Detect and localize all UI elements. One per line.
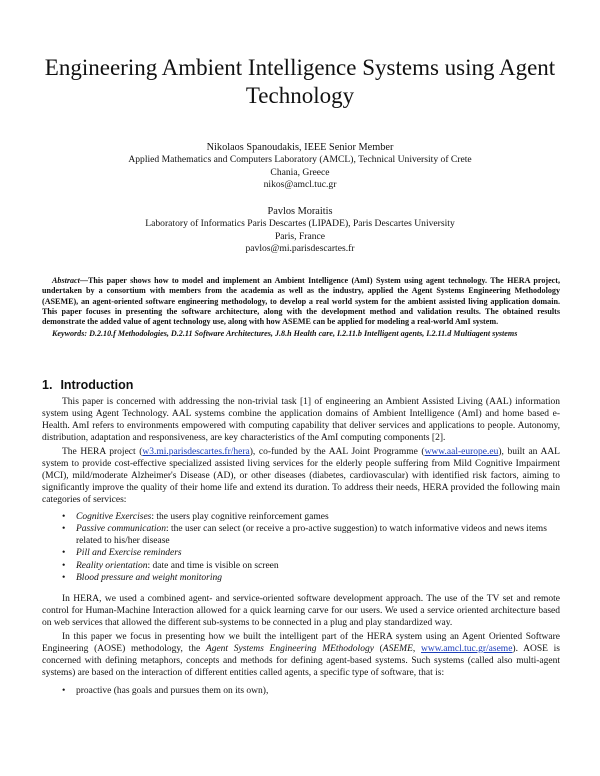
list-item (62, 524, 560, 548)
list-item-term: Blood pressure and weight monitoring (76, 572, 223, 583)
abstract-label: Abstract (52, 276, 80, 285)
keywords-text: D.2.10.f Methodologies, D.2.11 Software Architectures, J.8.h Health care, I.2.11.b Intelligent agents, I.2.11.d Multiagent systems (87, 329, 518, 338)
bullet-icon: • (62, 572, 66, 583)
intro-paragraph-4 (42, 632, 560, 680)
text-run: ), co-funded by the AAL Joint Programme ( (249, 447, 425, 457)
list-item (62, 548, 560, 560)
bullet-icon: • (62, 524, 66, 535)
intro-paragraph-2 (42, 447, 560, 507)
author-name: Pavlos Moraitis (267, 206, 333, 217)
bullet-icon: • (62, 686, 66, 696)
section-number: 1. (42, 378, 53, 392)
text-run: ), built an AAL system to provide cost-effective specialized assisted living services for the elderly people suffering from Mild Cognitive Impairment (MCI), mild/moderate Alzheimer's Disease (AD), or other diseases (diabetes, cardiovascular) with identified risk factors, aiming to significantly improve the quality of their home life and extend its duration. To address their needs, HERA provided the following main categories of services: (42, 447, 560, 505)
services-list (62, 512, 560, 585)
text-run-italic: Agent Systems Engineering MEthodology (205, 643, 374, 654)
author-affiliation: Laboratory of Informatics Paris Descartes (LIPADE), Paris Descartes University (145, 218, 455, 229)
author-email: nikos@amcl.tuc.gr (263, 179, 337, 191)
text-run: ( (373, 643, 383, 654)
intro-paragraph-1: This paper is concerned with addressing the non-trivial task [1] of engineering an Ambient Assisted Living (AAL) information system using Agent Technology. AAL systems combine the application domains of Ambient Intelligence (AmI) and home based e-Health. AmI refers to environments empowered with computing capability that deliver services and applications to people. Autonomy, distribution, adaptation and responsiveness, are key characteristics of the AmI computing components [2]. (42, 397, 560, 443)
text-run: The HERA project ( (62, 447, 143, 457)
list-item-text: proactive (has goals and pursues them on its own), (76, 686, 269, 696)
list-item-text: : date and time is visible on screen (147, 560, 279, 571)
author-block-1 (60, 141, 540, 192)
author-location: Chania, Greece (270, 166, 330, 178)
list-item-term: Reality orientation (76, 560, 148, 571)
text-run: In this paper we focus in presenting how we built the intelligent part of the HERA system using an Agent Oriented Software Engineering (AOSE) methodology, the (42, 632, 560, 654)
list-item (62, 573, 560, 585)
text-run: , (412, 643, 421, 654)
list-item-term: Pill and Exercise reminders (76, 548, 182, 559)
keywords (42, 329, 560, 339)
bullet-icon: • (62, 512, 66, 522)
agent-properties-list (62, 686, 560, 698)
keywords-label: Keywords: (52, 329, 88, 338)
author-affiliation: Applied Mathematics and Computers Laboratory (AMCL), Technical University of Crete (128, 154, 472, 165)
intro-paragraph-3: In HERA, we used a combined agent- and service-oriented software development approach. The use of the TV set and remote control for Human-Machine Interaction allowed for a quick learning carve for our users. We used a service oriented architecture based on web services that allowed the different sub-systems to be connected in a plug and play standardized way. (42, 594, 560, 628)
list-item (62, 512, 560, 524)
bullet-icon: • (62, 560, 66, 571)
section-heading (42, 378, 133, 392)
list-item (62, 686, 560, 698)
abstract-text: —This paper shows how to model and implement an Ambient Intelligence (AmI) System using agent technology. The HERA project, undertaken by a consortium with members from the academia as well as the industry, applied the Agent Systems Engineering Methodology (ASEME), an agent-oriented software engineering methodology, to develop a real world system for the ambient assisted living application domain. This paper focuses in presenting the software architecture, along with the development method and validation results. The obtained results demonstrate the added value of agent technology use, along with how ASEME can be applied for modeling a real-world AmI system. (42, 276, 560, 327)
list-item-text: : the user can select (or receive a pro-active suggestion) to watch informative videos and news items related to his/her disease (76, 524, 547, 547)
hera-link[interactable]: w3.mi.parisdescartes.fr/hera (142, 447, 250, 457)
aseme-link[interactable]: www.amcl.tuc.gr/aseme (420, 643, 513, 654)
list-item-term: Cognitive Exercises (76, 512, 152, 522)
author-name: Nikolaos Spanoudakis, IEEE Senior Member (206, 142, 394, 153)
bullet-icon: • (62, 548, 66, 559)
author-location: Paris, France (274, 230, 326, 242)
author-block-2 (60, 205, 540, 256)
text-run: ). AOSE is concerned with defining metaphors, concepts and methods for defining agent-based systems. Such systems (called also multi-agent systems) are based on the interaction of different entities called agents, a specific type of software, that is: (42, 643, 560, 678)
list-item-term: Passive communication (76, 524, 166, 535)
section-title: Introduction (60, 378, 134, 392)
author-email: pavlos@mi.parisdescartes.fr (245, 243, 355, 255)
aal-link[interactable]: www.aal-europe.eu (424, 447, 499, 457)
list-item (62, 561, 560, 573)
abstract (42, 276, 560, 327)
paper-title: Engineering Ambient Intelligence Systems using Agent Technology (44, 55, 556, 108)
text-run-italic: ASEME (382, 643, 413, 654)
list-item-text: : the users play cognitive reinforcement games (151, 512, 329, 522)
